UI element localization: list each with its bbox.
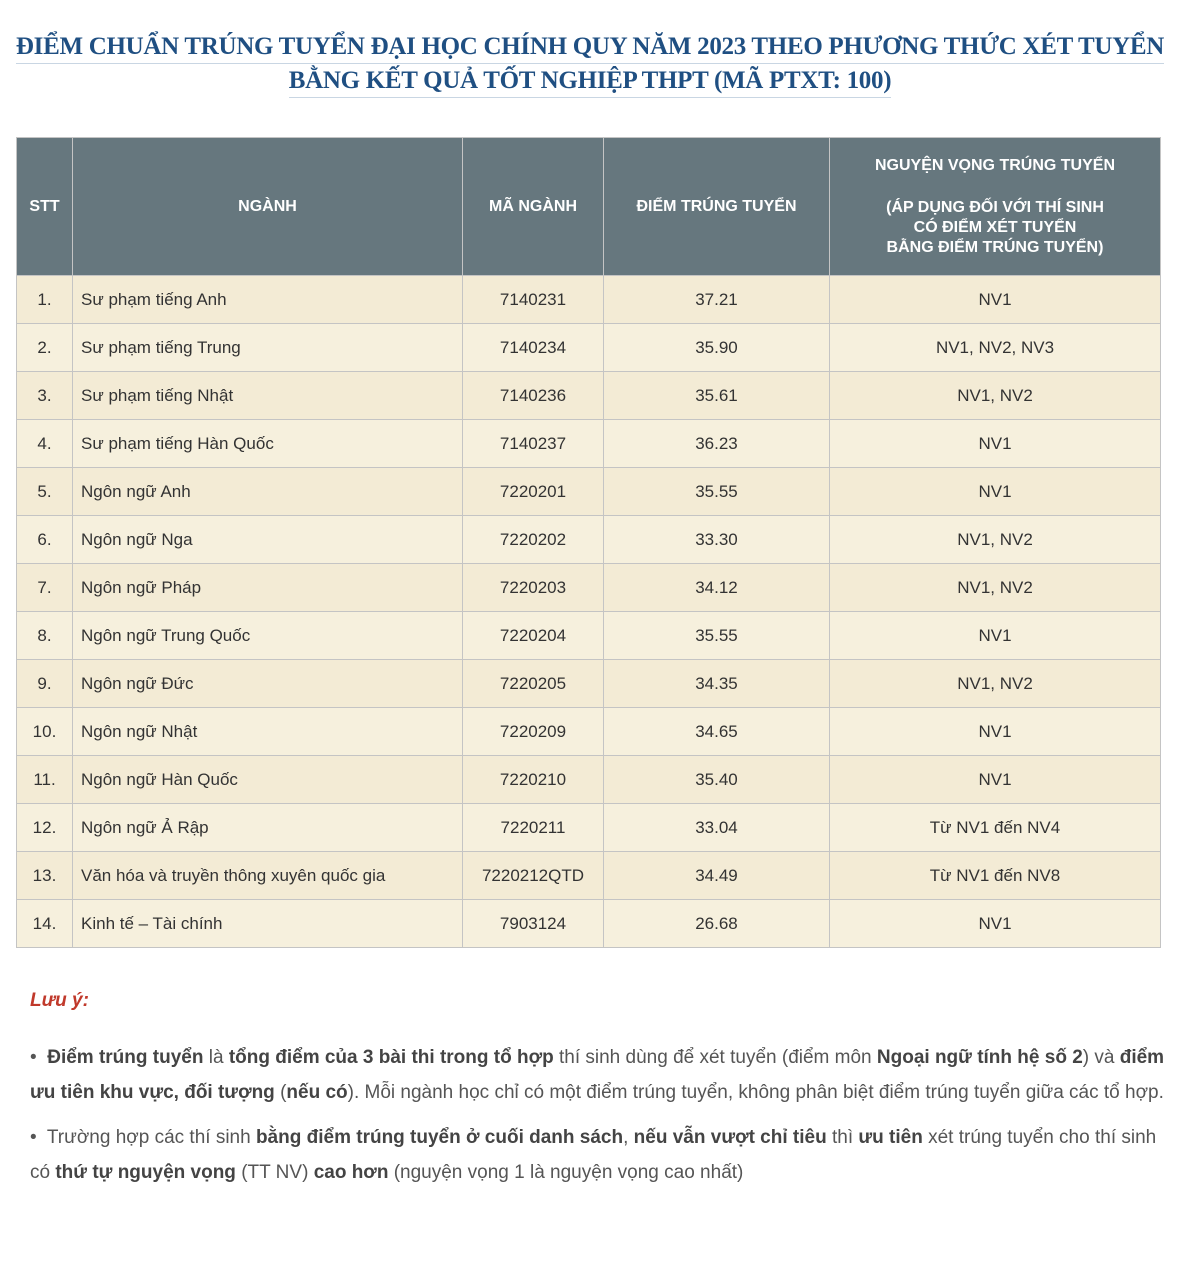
cell-major: Ngôn ngữ Anh: [73, 468, 463, 516]
table-header-row: [17, 138, 1161, 276]
cell-code: 7140236: [463, 372, 604, 420]
cell-stt: 6.: [17, 516, 73, 564]
cell-score: 34.49: [604, 852, 830, 900]
table-row: [17, 516, 1161, 564]
table-row: [17, 468, 1161, 516]
table-row: [17, 564, 1161, 612]
table-row: [17, 324, 1161, 372]
cell-nv: NV1: [830, 612, 1161, 660]
header-nv-line-1: NGUYỆN VỌNG TRÚNG TUYỂN: [874, 156, 1115, 174]
title-line-1: ĐIỂM CHUẨN TRÚNG TUYỂN ĐẠI HỌC CHÍNH QUY NĂM 2023 THEO PHƯƠNG THỨC XÉT TUYỂN: [16, 30, 1164, 64]
cell-code: 7220203: [463, 564, 604, 612]
cell-score: 35.90: [604, 324, 830, 372]
cell-score: 34.65: [604, 708, 830, 756]
cell-code: 7220211: [463, 804, 604, 852]
header-code: MÃ NGÀNH: [463, 138, 604, 276]
cell-code: 7220212QTD: [463, 852, 604, 900]
cell-code: 7140234: [463, 324, 604, 372]
cell-nv: NV1, NV2: [830, 660, 1161, 708]
cell-major: Sư phạm tiếng Trung: [73, 324, 463, 372]
header-nv-line-4: BẰNG ĐIỂM TRÚNG TUYỂN): [886, 238, 1104, 256]
cell-score: 35.55: [604, 612, 830, 660]
cell-code: 7140231: [463, 276, 604, 324]
cell-score: 34.12: [604, 564, 830, 612]
cell-major: Ngôn ngữ Nhật: [73, 708, 463, 756]
cell-stt: 1.: [17, 276, 73, 324]
cell-code: 7140237: [463, 420, 604, 468]
cell-nv: NV1: [830, 708, 1161, 756]
table-row: [17, 708, 1161, 756]
note-bullet-2: • Trường hợp các thí sinh bằng điểm trúng tuyển ở cuối danh sách, nếu vẫn vượt chỉ tiêu thì ưu tiên xét trúng tuyển cho thí sinh có thứ tự nguyện vọng (TT NV) cao hơn (nguyện vọng 1 là nguyện vọng cao nhất): [30, 1127, 1157, 1183]
cell-major: Ngôn ngữ Trung Quốc: [73, 612, 463, 660]
table-row: [17, 276, 1161, 324]
cell-nv: NV1: [830, 468, 1161, 516]
cell-code: 7220201: [463, 468, 604, 516]
cell-code: 7220205: [463, 660, 604, 708]
cell-nv: NV1, NV2: [830, 564, 1161, 612]
cell-nv: Từ NV1 đến NV4: [830, 804, 1161, 852]
notes-section: [30, 990, 1165, 1200]
page-title: [0, 0, 1180, 98]
cell-stt: 10.: [17, 708, 73, 756]
score-table: [16, 137, 1161, 948]
header-nv-line-3: CÓ ĐIỂM XÉT TUYỂN: [913, 218, 1077, 236]
cell-major: Ngôn ngữ Nga: [73, 516, 463, 564]
cell-major: Kinh tế – Tài chính: [73, 900, 463, 948]
table-row: [17, 420, 1161, 468]
cell-stt: 4.: [17, 420, 73, 468]
cell-code: 7220210: [463, 756, 604, 804]
cell-major: Sư phạm tiếng Hàn Quốc: [73, 420, 463, 468]
cell-major: Ngôn ngữ Ả Rập: [73, 804, 463, 852]
cell-score: 33.04: [604, 804, 830, 852]
title-line-2: BẰNG KẾT QUẢ TỐT NGHIỆP THPT (MÃ PTXT: 100): [289, 64, 891, 98]
header-nv: [830, 138, 1161, 276]
cell-nv: NV1, NV2: [830, 372, 1161, 420]
cell-nv: NV1, NV2, NV3: [830, 324, 1161, 372]
cell-major: Sư phạm tiếng Nhật: [73, 372, 463, 420]
cell-stt: 2.: [17, 324, 73, 372]
cell-stt: 13.: [17, 852, 73, 900]
cell-code: 7220209: [463, 708, 604, 756]
cell-stt: 5.: [17, 468, 73, 516]
cell-score: 35.61: [604, 372, 830, 420]
cell-score: 26.68: [604, 900, 830, 948]
cell-major: Ngôn ngữ Pháp: [73, 564, 463, 612]
cell-score: 36.23: [604, 420, 830, 468]
table-row: [17, 660, 1161, 708]
cell-code: 7903124: [463, 900, 604, 948]
table-row: [17, 756, 1161, 804]
note-bullet-1: • Điểm trúng tuyển là tổng điểm của 3 bài thi trong tổ hợp thí sinh dùng để xét tuyển (điểm môn Ngoại ngữ tính hệ số 2) và điểm ưu tiên khu vực, đối tượng (nếu có). Mỗi ngành học chỉ có một điểm trúng tuyển, không phân biệt điểm trúng tuyển giữa các tổ hợp.: [30, 1047, 1165, 1103]
cell-score: 35.55: [604, 468, 830, 516]
cell-major: Sư phạm tiếng Anh: [73, 276, 463, 324]
cell-major: Ngôn ngữ Đức: [73, 660, 463, 708]
table-body: [17, 276, 1161, 948]
header-score: ĐIỂM TRÚNG TUYỂN: [604, 138, 830, 276]
cell-major: Văn hóa và truyền thông xuyên quốc gia: [73, 852, 463, 900]
cell-nv: NV1: [830, 276, 1161, 324]
table-row: [17, 852, 1161, 900]
cell-score: 35.40: [604, 756, 830, 804]
cell-nv: NV1: [830, 900, 1161, 948]
cell-major: Ngôn ngữ Hàn Quốc: [73, 756, 463, 804]
cell-stt: 14.: [17, 900, 73, 948]
table-row: [17, 900, 1161, 948]
cell-stt: 7.: [17, 564, 73, 612]
header-stt: STT: [17, 138, 73, 276]
header-major: NGÀNH: [73, 138, 463, 276]
bullet-dot-icon: •: [30, 1127, 37, 1148]
cell-nv: NV1, NV2: [830, 516, 1161, 564]
cell-score: 33.30: [604, 516, 830, 564]
cell-stt: 11.: [17, 756, 73, 804]
table-row: [17, 372, 1161, 420]
cell-code: 7220204: [463, 612, 604, 660]
cell-nv: NV1: [830, 420, 1161, 468]
table-row: [17, 612, 1161, 660]
cell-stt: 9.: [17, 660, 73, 708]
note-label: Lưu ý:: [30, 990, 89, 1011]
cell-code: 7220202: [463, 516, 604, 564]
cell-stt: 3.: [17, 372, 73, 420]
cell-stt: 12.: [17, 804, 73, 852]
cell-nv: NV1: [830, 756, 1161, 804]
cell-nv: Từ NV1 đến NV8: [830, 852, 1161, 900]
cell-stt: 8.: [17, 612, 73, 660]
bullet-dot-icon: •: [30, 1047, 37, 1068]
cell-score: 37.21: [604, 276, 830, 324]
table-row: [17, 804, 1161, 852]
header-nv-line-2: (ÁP DỤNG ĐỐI VỚI THÍ SINH: [886, 198, 1104, 216]
cell-score: 34.35: [604, 660, 830, 708]
